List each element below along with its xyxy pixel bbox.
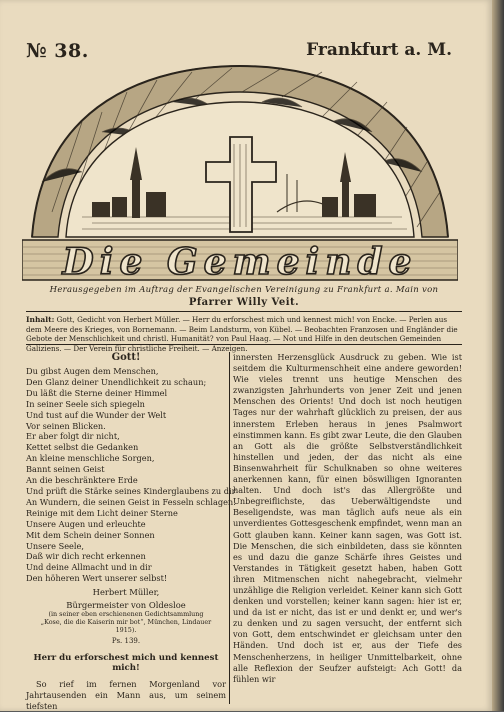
divider-rule bbox=[26, 344, 462, 345]
issue-number: № 38. bbox=[26, 40, 89, 62]
poem-title: Gott! bbox=[111, 352, 141, 363]
poem-line: Mit dem Schein deiner Sonnen bbox=[26, 529, 155, 540]
poem-line: An Wundern, die seinen Geist in Fesseln schlagen. bbox=[26, 496, 236, 507]
poem-line: Den Glanz deiner Unendlichkeit zu schaun; bbox=[26, 376, 207, 387]
page-edge bbox=[492, 0, 504, 711]
divider-rule bbox=[26, 311, 462, 312]
poem-line: Kettet selbst die Gedanken bbox=[26, 442, 139, 453]
poem-line: Daß wir dich recht erkennen bbox=[26, 551, 146, 562]
poem-line: Du läßt die Sterne deiner Himmel bbox=[26, 387, 168, 398]
poem-line: Und deine Allmacht und in dir bbox=[26, 562, 152, 573]
editor-line: Pfarrer Willy Veit. bbox=[188, 297, 300, 308]
contents-label: Inhalt: bbox=[26, 315, 55, 324]
article-text-start: So rief im fernen Morgenland vor Jahrtausenden ein Mann aus, um seinem tiefsten bbox=[26, 678, 226, 711]
poem-line: In seiner Seele sich spiegeln bbox=[26, 398, 145, 409]
publisher-line: Herausgegeben im Auftrag der Evangelischen Vereinigung zu Frankfurt a. Main von bbox=[49, 285, 439, 295]
right-column-text: innersten Herzensglück Ausdruck zu geben. Wie ist seitdem die Kulturmenschheit eine andere geworden! Wie vieles trennt uns heutige Menschen des zwanzigsten Jahrhunderts von jener Zeit und jenen Menschen des Orients! Und doch ist noch heutigen Tages nur der wahrhaft glücklich zu preisen, der aus innerstem Erleben heraus in jenes Psalmwort einstimmen kann. Es gibt zwar Leute, die den Glauben an Gott als die größte Selbstverständlichkeit hinstellen und jeden, der das nicht als eine Binsenwahrheit für Schulknaben so ohne weiteres anerkennen kann, für einen böswilligen Ignoranten halten. Und doch ist's das Allergrößte und Unbegreiflichste, das Ueberwältigendste und Beseligendste, was man täglich aufs neue als ein unverdientes Gottesgeschenk empfindet, wenn man an Gott glauben kann. Keiner kann sagen, was Gott ist. Die Menschen, die sich einbildeten, dass sie könnten es und dazu die ganze Schärfe ihres Geistes und Verstandes in Tätigkeit gesetzt haben, haben Gott ihren Mitmenschen nicht nahegebracht, vielmehr unzählige die Religion verleidet. Keiner kann sich Gott denken und vorstellen; keiner kann sagen: hier ist er, und da ist er nicht, das ist er und denkt er, und wer's zu denken und zu sagen versucht, der entfernt sich von Gott, dem entschwindet er gleichsam unter den Händen. Und doch ist er, aus der Tiefe des Menschenherzens, in heiliger Unmittelbarkeit, ohne alle Reflexion der Seufzer aufsteigt: Ach Gott! da fühlen wir bbox=[233, 352, 462, 684]
poem-line: An die beschränktere Erde bbox=[26, 475, 138, 486]
poem-line: Bannt seinen Geist bbox=[26, 464, 105, 475]
poem-line: Unsere Augen und erleuchte bbox=[26, 518, 146, 529]
poem-line: Er aber folgt dir nicht, bbox=[26, 431, 120, 442]
poem-line: Unsere Seele, bbox=[26, 540, 84, 551]
poem-line: Reinige mit dem Licht deiner Sterne bbox=[26, 507, 178, 518]
article-title: Herr du erforschest mich und kennest mich! bbox=[33, 652, 219, 673]
poem-author: Herbert Müller, bbox=[92, 587, 160, 598]
table-of-contents bbox=[26, 315, 462, 353]
masthead-illustration bbox=[22, 62, 458, 292]
masthead-title: Die Gemeinde bbox=[62, 241, 418, 283]
poem-source: (in seiner eben erschienenen Gedichtsammlung „Kose, die die Kaiserin mir bot“, München, Lindauer 1915). bbox=[40, 610, 212, 634]
poem-line: An kleine menschliche Sorgen, bbox=[26, 453, 155, 464]
left-column bbox=[26, 352, 236, 712]
poem-line: Und prüft die Stärke seines Kinderglaubens zu dir bbox=[26, 485, 236, 496]
psalm-reference: Ps. 139. bbox=[111, 636, 141, 645]
column-divider bbox=[229, 352, 230, 704]
poem-line: Und tust auf die Wunder der Welt bbox=[26, 409, 167, 420]
poem-line: Den höheren Wert unserer selbst! bbox=[26, 573, 168, 584]
poem-body bbox=[26, 366, 236, 584]
poem-line: Vor seinen Blicken. bbox=[26, 420, 106, 431]
place: Frankfurt a. M. bbox=[306, 40, 452, 60]
contents-text: Gott, Gedicht von Herbert Müller. — Herr du erforschest mich und kennest mich! von Encke. — Perlen aus dem Meere des Krieges, von Bornemann. — Beim Landsturm, von Kübel. — Beobachten Franzosen und Engländer die Gebote der Menschlichkeit und christl. Humanität? von Paul Haag. — Not und Hilfe in den deutschen Gemeinden Galiziens. — Der Verein für christliche Freiheit. — Anzeigen. bbox=[26, 315, 458, 353]
poem-line: Du gibst Augen dem Menschen, bbox=[26, 366, 159, 376]
poem-author-title: Bürgermeister von Oldesloe bbox=[66, 600, 186, 611]
